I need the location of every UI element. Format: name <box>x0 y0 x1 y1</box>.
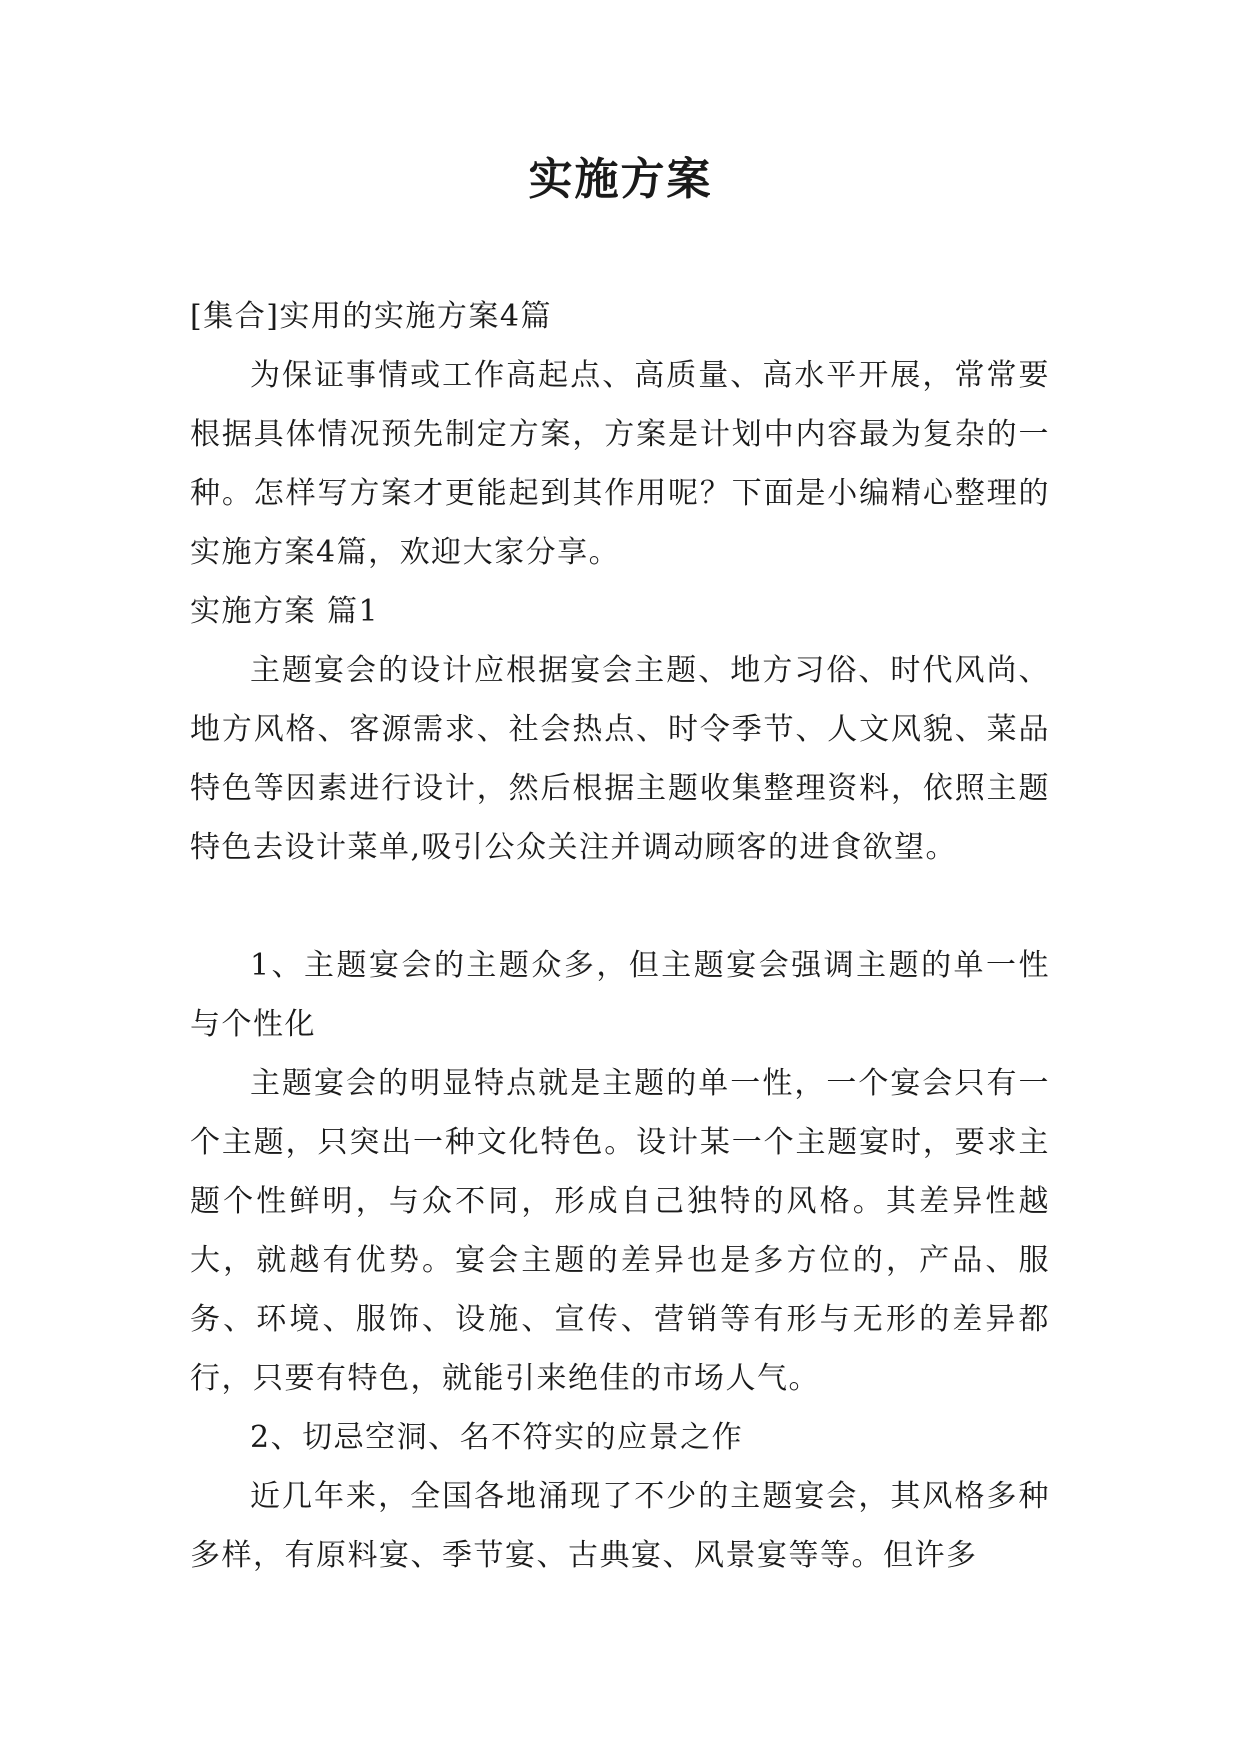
document-title: 实施方案 <box>528 154 713 205</box>
point2-paragraph: 近几年来，全国各地涌现了不少的主题宴会，其风格多种多样，有原料宴、季节宴、古典宴、风景宴等等。但许多 <box>190 1479 1050 1573</box>
document-body <box>190 287 1050 1585</box>
point1-paragraph: 主题宴会的明显特点就是主题的单一性，一个宴会只有一个主题，只突出一种文化特色。设计某一个主题宴时，要求主题个性鲜明，与众不同，形成自己独特的风格。其差异性越大，就越有优势。宴会主题的差异也是多方位的，产品、服务、环境、服饰、设施、宣传、营销等有形与无形的差异都行，只要有特色，就能引来绝佳的市场人气。 <box>190 1066 1050 1396</box>
point2-heading: 2、切忌空洞、名不符实的应景之作 <box>250 1420 744 1455</box>
intro-paragraph: 为保证事情或工作高起点、高质量、高水平开展，常常要根据具体情况预先制定方案，方案是计划中内容最为复杂的一种。怎样写方案才更能起到其作用呢？下面是小编精心整理的实施方案4篇，欢迎大家分享。 <box>190 358 1050 570</box>
point1-heading: 1、主题宴会的主题众多，但主题宴会强调主题的单一性与个性化 <box>190 948 1050 1042</box>
document-subtitle: [集合]实用的实施方案4篇 <box>190 299 552 334</box>
section-heading: 实施方案 篇1 <box>190 594 380 629</box>
section1-paragraph: 主题宴会的设计应根据宴会主题、地方习俗、时代风尚、地方风格、客源需求、社会热点、时令季节、人文风貌、菜品特色等因素进行设计，然后根据主题收集整理资料，依照主题特色去设计菜单,吸引公众关注并调动顾客的进食欲望。 <box>190 653 1050 865</box>
